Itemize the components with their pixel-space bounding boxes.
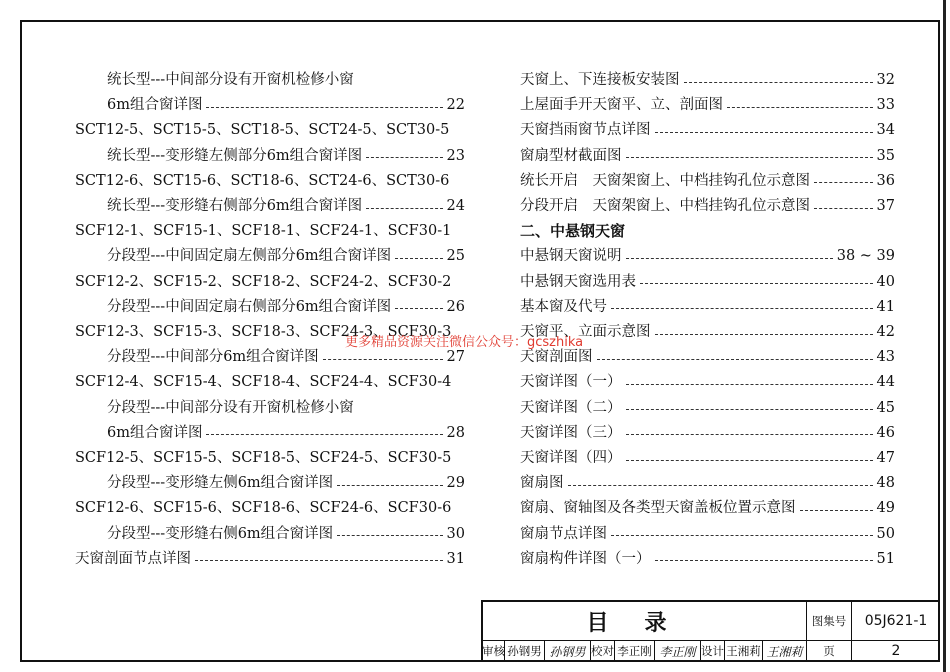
toc-entry-title: 天窗上、下连接板安装图 <box>520 72 680 88</box>
toc-entry-title: 二、中悬钢天窗 <box>520 222 626 241</box>
toc-entry <box>520 69 895 91</box>
toc-entry-title: 统长型---变形缝左侧部分6m组合窗详图 <box>107 147 363 164</box>
toc-entry-title: 分段型---中间部分设有开窗机检修小窗 <box>107 399 354 416</box>
dotted-leader <box>337 535 442 536</box>
toc-entry-title: 窗扇型材截面图 <box>520 147 622 164</box>
toc-entry-title: 窗扇构件详图（一） <box>520 550 651 567</box>
toc-page-number: 35 <box>876 147 895 164</box>
dotted-leader <box>395 308 442 309</box>
toc-entry-title: SCT12-6、SCT15-6、SCT18-6、SCT24-6、SCT30-6 <box>75 172 450 189</box>
toc-entry-title: 上屋面手开天窗平、立、剖面图 <box>520 97 723 114</box>
toc-entry-title: SCF12-5、SCF15-5、SCF18-5、SCF24-5、SCF30-5 <box>75 450 452 466</box>
toc-page-number: 31 <box>446 550 465 567</box>
design-label: 设计 <box>701 640 725 662</box>
reviewer-name: 孙钢男 <box>505 640 545 662</box>
toc-entry <box>75 220 465 242</box>
toc-entry <box>520 523 895 545</box>
dotted-leader <box>626 434 873 435</box>
dotted-leader <box>611 308 873 309</box>
toc-entry <box>75 548 465 570</box>
toc-entry <box>520 296 895 318</box>
toc-entry <box>75 271 465 293</box>
toc-entry-title: 窗扇图 <box>520 475 564 492</box>
page-label: 页 <box>807 640 852 662</box>
toc-page-number: 47 <box>876 450 895 466</box>
toc-entry <box>75 422 465 444</box>
sheet-title: 目录 <box>483 602 807 640</box>
dotted-leader <box>626 409 873 410</box>
toc-entry <box>75 397 465 419</box>
toc-page-number: 28 <box>446 424 465 441</box>
dotted-leader <box>626 460 873 461</box>
toc-entry-title: 天窗详图（一） <box>520 374 622 391</box>
dotted-leader <box>626 384 873 385</box>
dotted-leader <box>195 560 443 561</box>
dotted-leader <box>366 208 442 209</box>
toc-entry-title: SCF12-1、SCF15-1、SCF18-1、SCF24-1、SCF30-1 <box>75 223 452 240</box>
toc-entry <box>75 170 465 192</box>
toc-entry-title: 窗扇节点详图 <box>520 525 607 542</box>
toc-entry-title: 天窗剖面图 <box>520 349 593 366</box>
toc-page-number: 43 <box>876 349 895 366</box>
dotted-leader <box>597 359 873 360</box>
dotted-leader <box>640 283 873 284</box>
toc-entry-title: SCF12-6、SCF15-6、SCF18-6、SCF24-6、SCF30-6 <box>75 500 452 517</box>
toc-entry <box>520 170 895 192</box>
atlas-number-label: 图集号 <box>807 602 852 640</box>
toc-entry-title: 统长开启 天窗架窗上、中档挂钩孔位示意图 <box>520 172 810 189</box>
toc-entry <box>520 145 895 167</box>
toc-entry-title: 分段开启 天窗架窗上、中档挂钩孔位示意图 <box>520 198 810 214</box>
toc-page-number: 34 <box>876 122 895 139</box>
toc-page-number: 42 <box>876 324 895 340</box>
toc-entry <box>520 371 895 393</box>
dotted-leader <box>366 157 442 158</box>
toc-page-number: 24 <box>446 198 465 214</box>
toc-page-number: 48 <box>876 475 895 492</box>
toc-entry-title: 统长型---中间部分设有开窗机检修小窗 <box>107 72 354 88</box>
dotted-leader <box>206 434 442 435</box>
dotted-leader <box>800 510 873 511</box>
toc-entry-title: 天窗详图（三） <box>520 424 622 441</box>
dotted-leader <box>323 359 443 360</box>
checker-name: 李正刚 <box>615 640 655 662</box>
toc-entry-title: 6m组合窗详图 <box>107 97 203 114</box>
toc-entry-title: 天窗剖面节点详图 <box>75 550 191 567</box>
toc-entry <box>520 119 895 141</box>
toc-page-number: 40 <box>876 273 895 290</box>
toc-page-number: 45 <box>876 399 895 416</box>
toc-entry <box>520 94 895 116</box>
atlas-number: 05J621-1 <box>864 613 928 629</box>
toc-entry-title: 分段型---中间部分6m组合窗详图 <box>107 349 319 366</box>
toc-entry <box>75 94 465 116</box>
toc-entry-title: 分段型---中间固定扇左侧部分6m组合窗详图 <box>107 248 392 265</box>
toc-page-number: 26 <box>446 298 465 315</box>
toc-entry-title: 统长型---变形缝右侧部分6m组合窗详图 <box>107 198 363 214</box>
toc-entry <box>520 422 895 444</box>
dotted-leader <box>684 82 873 83</box>
toc-entry <box>75 447 465 469</box>
dotted-leader <box>655 334 873 335</box>
dotted-leader <box>206 107 442 108</box>
toc-entry-title: SCF12-3、SCF15-3、SCF18-3、SCF24-3、SCF30-3 <box>75 324 452 340</box>
toc-entry <box>520 497 895 519</box>
dotted-leader <box>626 157 873 158</box>
page-number: 2 <box>891 643 901 659</box>
toc-page-number: 44 <box>876 374 895 391</box>
toc-entry-title: 基本窗及代号 <box>520 298 607 315</box>
toc-entry-title: SCT12-5、SCT15-5、SCT18-5、SCT24-5、SCT30-5 <box>75 122 450 139</box>
toc-entry <box>520 397 895 419</box>
toc-entry <box>75 523 465 545</box>
toc-page-number: 38 ~ 39 <box>836 248 895 265</box>
dotted-leader <box>626 258 833 259</box>
toc-page-number: 29 <box>446 475 465 492</box>
dotted-leader <box>568 485 873 486</box>
toc-entry-title: 天窗平、立面示意图 <box>520 324 651 340</box>
toc-entry-title: 窗扇、窗轴图及各类型天窗盖板位置示意图 <box>520 500 796 517</box>
toc-page-number: 46 <box>876 424 895 441</box>
toc-page-number: 32 <box>876 72 895 88</box>
dotted-leader <box>814 208 873 209</box>
toc-page-number: 50 <box>876 525 895 542</box>
dotted-leader <box>337 485 442 486</box>
toc-entry <box>75 497 465 519</box>
dotted-leader <box>727 107 873 108</box>
toc-page-number: 25 <box>446 248 465 265</box>
toc-entry-title: 分段型---变形缝右侧6m组合窗详图 <box>107 525 334 542</box>
dotted-leader <box>655 560 873 561</box>
toc-entry <box>75 371 465 393</box>
toc-entry-title: 天窗详图（四） <box>520 450 622 466</box>
review-label: 审核 <box>483 640 505 662</box>
toc-entry-title: 天窗详图（二） <box>520 399 622 416</box>
toc-entry-title: 6m组合窗详图 <box>107 424 203 441</box>
toc-entry <box>75 119 465 141</box>
toc-entry-title: 分段型---中间固定扇右侧部分6m组合窗详图 <box>107 298 392 315</box>
toc-page-number: 23 <box>446 147 465 164</box>
toc-page-number: 36 <box>876 172 895 189</box>
title-block <box>481 600 940 662</box>
toc-page-number: 41 <box>876 298 895 315</box>
toc-page-number: 33 <box>876 97 895 114</box>
toc-page-number: 27 <box>446 349 465 366</box>
toc-entry <box>520 245 895 267</box>
toc-entry <box>520 271 895 293</box>
toc-entry-title: SCF12-4、SCF15-4、SCF18-4、SCF24-4、SCF30-4 <box>75 374 452 391</box>
toc-page-number: 22 <box>446 97 465 114</box>
dotted-leader <box>395 258 442 259</box>
toc-entry <box>75 245 465 267</box>
check-label: 校对 <box>591 640 615 662</box>
binding-edge <box>943 0 946 672</box>
designer-signature: 王湘莉 <box>763 640 807 662</box>
watermark-text: 更多精品资源关注微信公众号：gcszhika <box>345 335 584 350</box>
toc-entry <box>75 296 465 318</box>
reviewer-signature: 孙钢男 <box>545 640 591 662</box>
toc-entry-title: SCF12-2、SCF15-2、SCF18-2、SCF24-2、SCF30-2 <box>75 273 452 290</box>
toc-entry <box>75 145 465 167</box>
toc-page-number: 30 <box>446 525 465 542</box>
toc-entry-title: 分段型---变形缝左侧6m组合窗详图 <box>107 475 334 492</box>
designer-name: 王湘莉 <box>725 640 763 662</box>
toc-entry <box>520 447 895 469</box>
toc-entry-title: 中悬钢天窗选用表 <box>520 273 636 290</box>
dotted-leader <box>655 132 873 133</box>
dotted-leader <box>611 535 873 536</box>
toc-section-heading <box>520 220 895 242</box>
toc-page-number: 51 <box>876 550 895 567</box>
toc-entry <box>75 472 465 494</box>
title-block-sign-row <box>483 640 940 662</box>
checker-signature: 李正刚 <box>655 640 701 662</box>
toc-page-number: 37 <box>876 198 895 214</box>
title-block-top-row <box>483 602 940 641</box>
toc-entry-title: 中悬钢天窗说明 <box>520 248 622 265</box>
toc-entry <box>75 69 465 91</box>
toc-entry <box>75 195 465 217</box>
toc-page-number: 49 <box>876 500 895 517</box>
toc-entry <box>520 195 895 217</box>
toc-entry <box>520 548 895 570</box>
toc-entry <box>520 472 895 494</box>
toc-entry-title: 天窗挡雨窗节点详图 <box>520 122 651 139</box>
dotted-leader <box>814 182 873 183</box>
